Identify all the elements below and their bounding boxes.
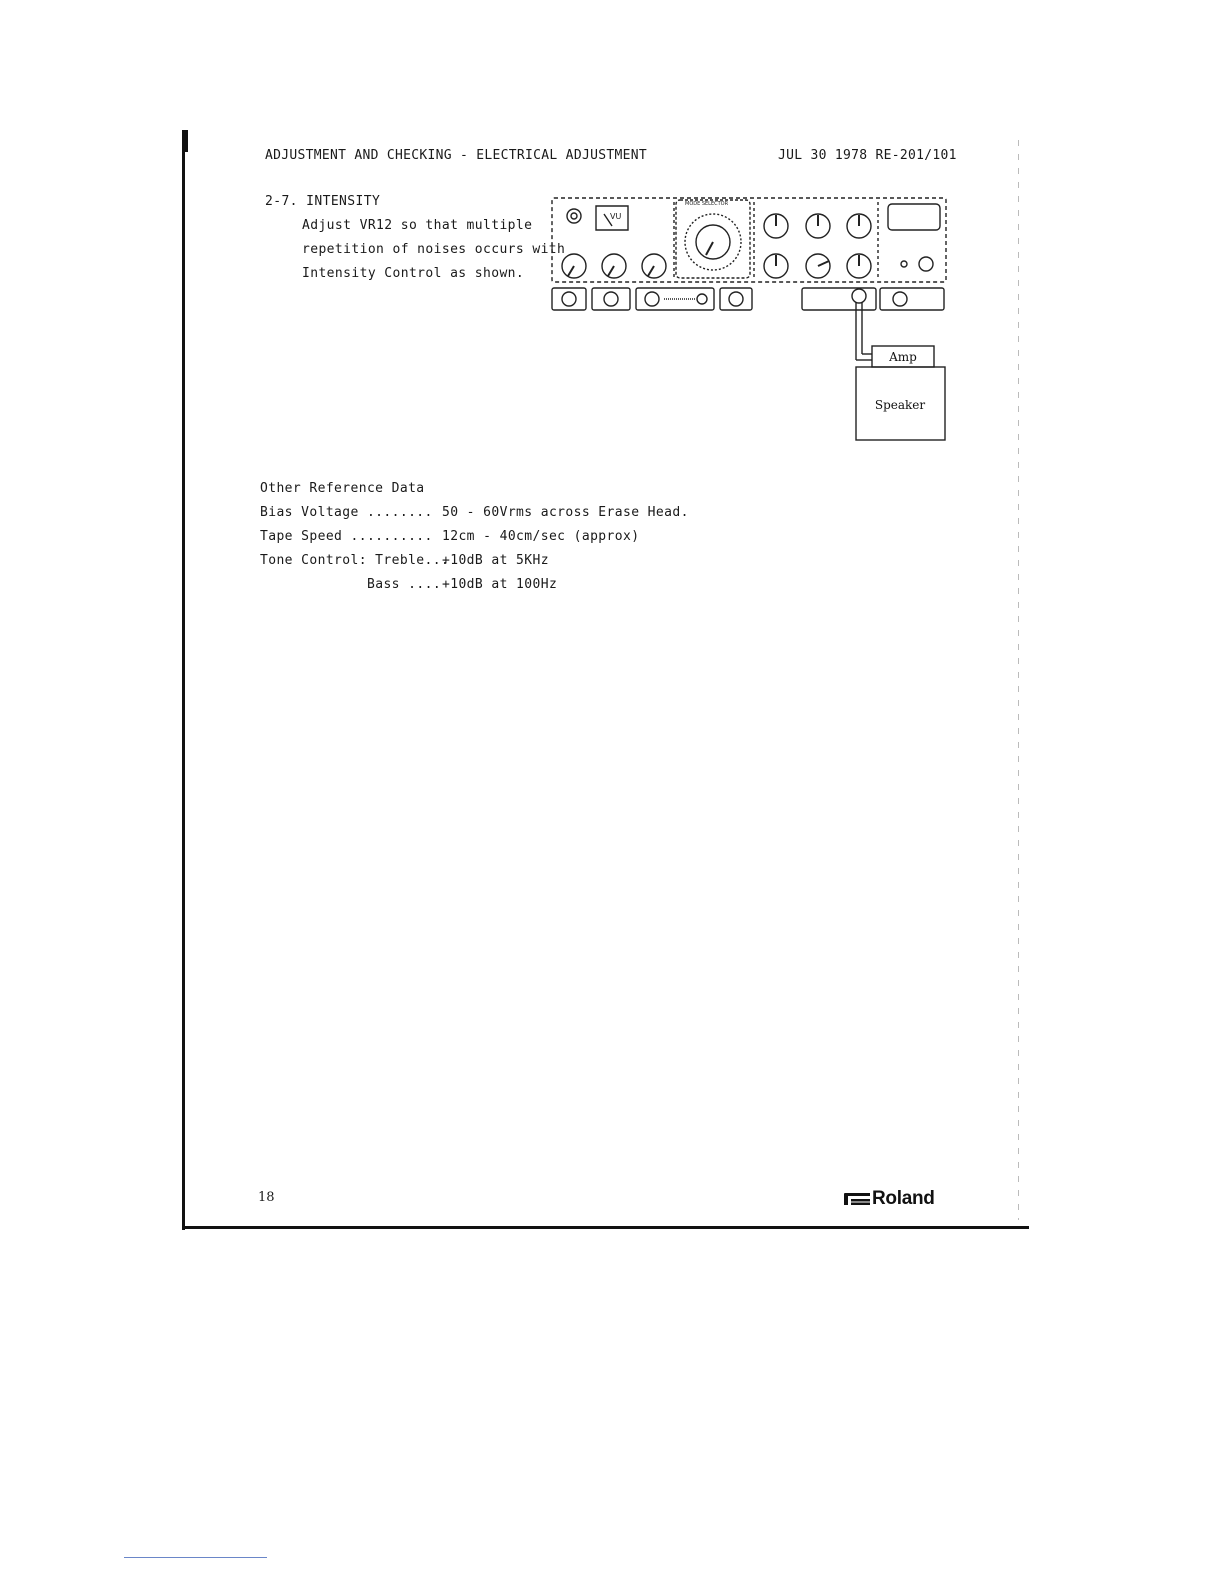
bottom-rule xyxy=(182,1226,1029,1229)
mode-selector-label: MODE SELECTOR xyxy=(685,201,729,207)
reference-treble-value: +10dB at 5KHz xyxy=(442,553,549,568)
reference-bias-label: Bias Voltage ........ xyxy=(260,505,433,520)
section-line-1: Adjust VR12 so that multiple xyxy=(302,218,533,233)
vu-label: VU xyxy=(610,212,622,221)
reference-bass-value: +10dB at 100Hz xyxy=(442,577,558,592)
jack-4 xyxy=(720,288,752,310)
roland-logo-icon xyxy=(842,1191,872,1207)
input-jack-icon xyxy=(567,209,581,223)
jack-6 xyxy=(880,288,944,310)
reference-tape-speed-label: Tape Speed .......... xyxy=(260,529,433,544)
jack-2 xyxy=(592,288,630,310)
power-switch-icon xyxy=(919,257,933,271)
jack-1 xyxy=(552,288,586,310)
roland-logo-text: Roland xyxy=(872,1188,935,1209)
output-jack xyxy=(852,289,866,303)
speaker-label: Speaker xyxy=(874,398,926,412)
right-page-edge xyxy=(1018,140,1019,1220)
reference-tape-speed-value: 12cm - 40cm/sec (approx) xyxy=(442,529,640,544)
amp-label: Amp xyxy=(889,350,917,364)
section-heading: 2-7. INTENSITY xyxy=(265,194,381,209)
section-line-3: Intensity Control as shown. xyxy=(302,266,525,281)
header-date-model: JUL 30 1978 RE-201/101 xyxy=(778,148,957,163)
section-line-2: repetition of noises occurs with xyxy=(302,242,566,257)
blue-underline xyxy=(124,1557,267,1558)
echo-unit-panel-diagram xyxy=(548,192,950,444)
margin-tick xyxy=(182,130,188,152)
reference-treble-label: Tone Control: Treble... xyxy=(260,553,450,568)
page-number: 18 xyxy=(258,1190,275,1205)
reference-bias-value: 50 - 60Vrms across Erase Head. xyxy=(442,505,689,520)
reference-bass-label: Bass .... xyxy=(367,577,442,592)
left-margin-rule xyxy=(182,130,185,1230)
header-section-title: ADJUSTMENT AND CHECKING - ELECTRICAL ADJUSTMENT xyxy=(265,148,647,163)
reference-title: Other Reference Data xyxy=(260,481,425,496)
roland-logo xyxy=(842,1188,935,1210)
